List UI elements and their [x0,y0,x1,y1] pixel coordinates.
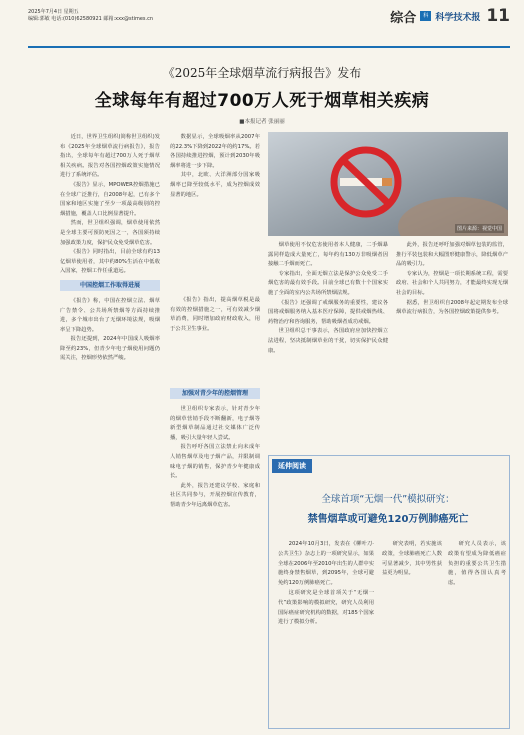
photo-caption: 图片来源：视觉中国 [456,226,502,232]
paragraph: 然而，世卫组织强调，烟草使用依然是全球主要可预防死因之一，各国须持续加强政策力度，保护民众免受烟草危害。 [60,220,160,246]
paragraph: 《报告》显示，MPOWER控烟措施已在全球广泛推行，自2008年起，已有多个国家和地区实施了至少一项最高级别的控烟措施，覆盖人口比例显著提升。 [60,181,160,217]
paragraph: 《报告》指出，提高烟草税是最有效的控烟措施之一，可有效减少烟草消费，同时增加政府财政收入，用于公共卫生事业。 [170,297,260,332]
paragraph: 世卫组织专家表示，针对青少年的烟草营销手段不断翻新，电子烟等新型烟草制品通过社交媒体广泛传播，吸引大量年轻人尝试。 [170,406,260,441]
paragraph: 《报告》同时指出，目前全球有约13亿烟草使用者，其中约80%生活在中低收入国家，控烟工作任重道远。 [60,249,160,275]
newspaper-logo-icon: 科 [420,11,431,21]
newspaper-brand: 科学技术报 [435,12,481,23]
paragraph: 报告还提到，2024年中国成人吸烟率降至约23%，但青少年电子烟使用问题仍需关注，控烟形势依然严峻。 [60,336,160,362]
extension-column-2 [382,540,442,718]
section-name: 综合 [390,10,417,26]
article-column-1 [60,133,160,725]
paragraph: 2024年10月3日，发表在《柳叶刀·公共卫生》杂志上的一项研究显示，如果全球在2006年至2010年出生的人群中实施终身禁售烟草，到2095年，全球可避免约120万例肺癌死亡。 [278,541,374,587]
extension-column-1 [278,540,374,718]
paragraph: 其中，北欧、大洋洲部分国家吸烟率已降至较低水平，成为控烟成效显著的地区。 [170,172,260,198]
extension-title-2: 禁售烟草或可避免120万例肺癌死亡 [307,514,469,525]
no-smoking-photo-icon [268,132,508,236]
section-heading-youth: 加强对青少年的控烟管理 [170,388,260,399]
header-date: 2025年7月4日 星期五 [28,9,79,15]
paragraph: 世卫组织总干事表示，各国政府应加快控烟立法进程，坚决抵制烟草业的干扰，切实保护民众健康。 [268,328,388,354]
article-column-2c [170,405,260,607]
article-column-2b [170,296,260,381]
article-title: 全球每年有超过700万人死于烟草相关疾病 [94,91,430,111]
extension-column-3 [448,540,506,718]
article-column-4 [396,241,508,451]
paragraph: 此外，报告还呼吁加强对烟草包装的监管，推行平装包装和大幅图形健康警示，降低烟草产品的吸引力。 [396,242,508,268]
section-heading-china: 中国控烟工作取得进展 [60,280,160,291]
article-column-3 [268,241,388,451]
paragraph: 报告呼吁各国立法禁止向未成年人销售烟草及电子烟产品，并限制调味电子烟的销售，保护青少年健康成长。 [170,444,260,480]
header-right [390,6,510,26]
paragraph: 这项研究是全球首项关于“无烟一代”政策影响的模拟研究，研究人员利用国际癌症研究机构的数据，对185个国家进行了模拟分析。 [278,589,374,626]
paragraph: 《报告》还强调了戒烟服务的重要性，建议各国将戒烟服务纳入基本医疗保障，提供戒烟热线、药物治疗和咨询服务，帮助吸烟者成功戒烟。 [268,299,388,325]
paragraph: 此外，报告还建议学校、家庭和社区共同参与，开展控烟宣传教育，帮助青少年远离烟草危害。 [170,482,260,508]
article-column-2 [170,133,260,313]
paragraph: 数据显示，全球吸烟率从2007年的22.3%下降到2022年的约17%。若各国持续推进控烟，预计到2030年吸烟率将进一步下降。 [170,134,260,169]
article-subtitle: 《2025年全球烟草流行病报告》发布 [162,66,362,80]
article-photo [268,132,508,236]
paragraph: 研究人员表示，该政策有望成为降低癌症负担的重要公共卫生措施，值得各国认真考虑。 [448,541,506,587]
header-contact: 编辑:郭敏 电话:(010)62580921 邮箱:xxx@stimes.cn [28,16,154,22]
header-rule [28,46,510,48]
page-number: 11 [486,6,510,26]
paragraph: 据悉，世卫组织自2008年起定期发布全球烟草流行病报告，为各国控烟政策提供参考。 [396,299,508,316]
paragraph: 专家指出，全面无烟立法是保护公众免受二手烟危害的最有效手段。目前全球已有数十个国家实施了全面的室内公共场所禁烟法规。 [268,270,388,296]
article-byline: ■本报记者 张丽丽 [239,119,285,125]
paragraph: 研究表明，若实施该政策，全球肺癌死亡人数可显著减少，其中男性获益更为明显。 [382,541,442,577]
paragraph: 专家认为，控烟是一项长期系统工程，需要政府、社会和个人共同努力，才能最终实现无烟社会的目标。 [396,270,508,296]
extension-title-1: 全球首项“无烟一代”模拟研究： [321,494,455,505]
extension-heading: 延伸阅读 [272,459,312,473]
header-meta [28,9,153,23]
paragraph: 近日，世界卫生组织(简称世卫组织)发布《2025年全球烟草流行病报告》，报告指出，全球每年有超过700万人死于烟草相关疾病。报告对各国控烟政策实施情况进行了系统评估。 [60,134,160,179]
paragraph: 烟草使用不仅危害使用者本人健康，二手烟暴露同样造成大量死亡，每年约有130万非吸烟者因接触二手烟而死亡。 [268,242,388,268]
paragraph: 《报告》称，中国在控烟立法、烟草广告禁令、公共场所禁烟等方面持续推进，多个城市出台了无烟环境法规，吸烟率呈下降趋势。 [60,297,160,333]
